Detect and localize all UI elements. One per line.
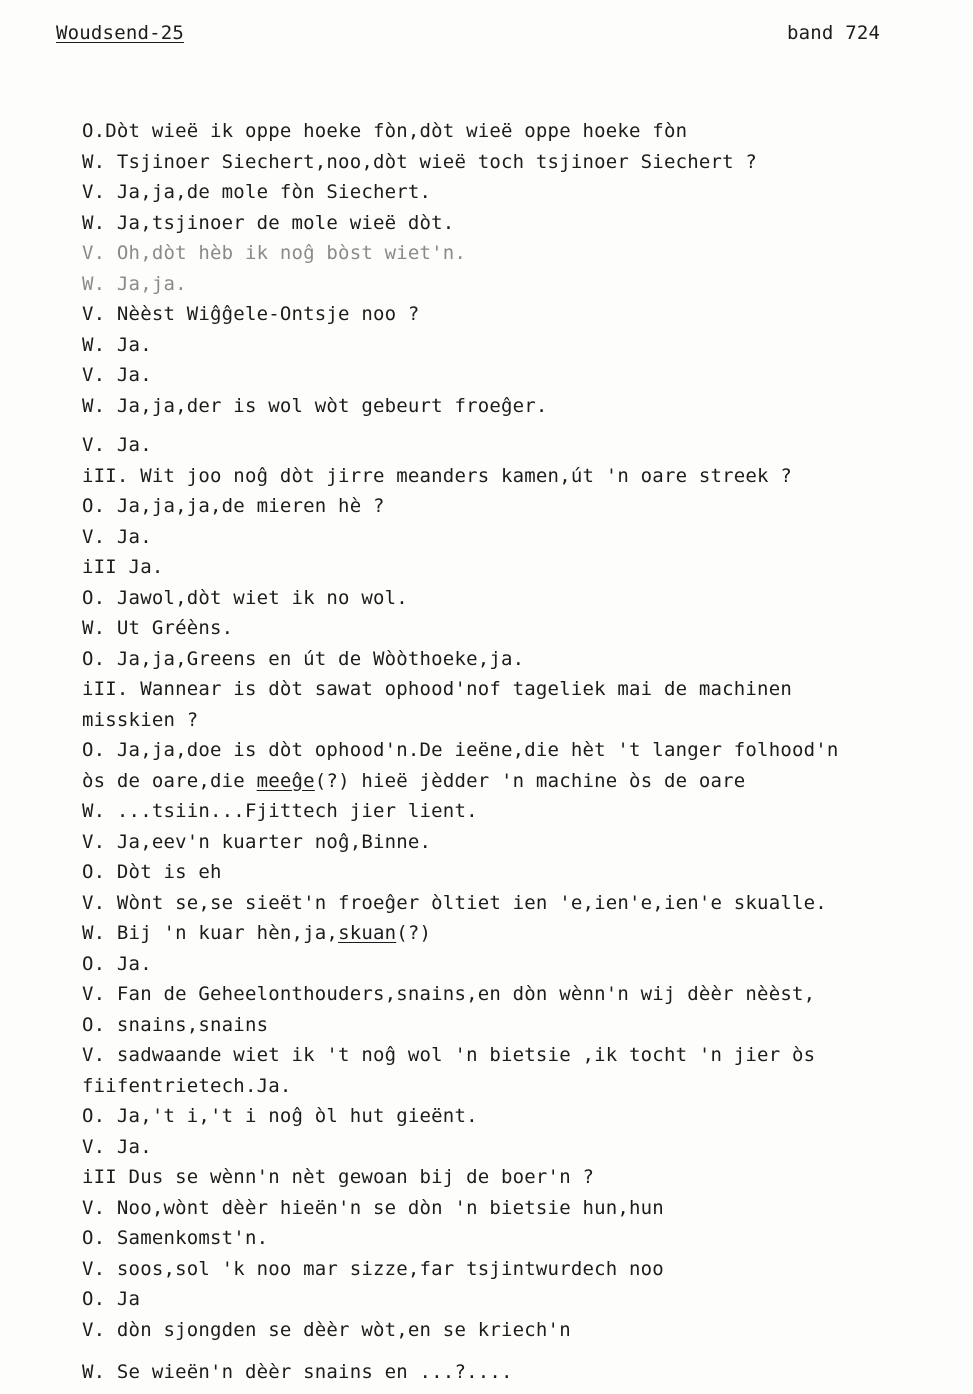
transcript-line: O. Ja,'t i,'t i noĝ òl hut gieënt. [82,1105,478,1127]
document-header-band: band 724 [787,22,881,44]
transcript-line [82,918,942,949]
transcript-line: W. Se wieën'n dèèr snains en ...?.... [82,1361,513,1383]
transcript-line: O.Dòt wieë ik oppe hoeke fòn,dòt wieë oppe hoeke fòn [82,120,688,142]
underlined-word: skuan [338,922,397,944]
transcript-line: iII Ja. [82,556,164,578]
transcript-line: V. Nèèst Wiĝĝele-Ontsje noo ? [82,303,420,325]
transcript-line: O. Ja,ja,Greens en út de Wòòthoeke,ja. [82,647,525,670]
transcript-line: W. Ut Gréèns. [82,617,234,639]
line-text: (?) [396,922,432,944]
transcript-line: V. soos,sol 'k noo mar sizze,far tsjintwurdech noo [82,1257,664,1280]
transcript-line: O. Ja,ja,doe is dòt ophood'n.De ieëne,die hèt 't langer folhood'n [82,739,839,761]
transcript-line: W. Ja,tsjinoer de mole wieë dòt. [82,211,455,234]
transcript-line: V. Oh,dòt hèb ik noĝ bòst wiet'n. [82,242,467,264]
transcript-line: misskien ? [82,708,199,731]
transcript-line: W. Ja,ja,der is wol wòt gebeurt froeĝer. [82,394,548,417]
line-text: òs de oare,die [82,769,257,792]
line-text: W. Bij 'n kuar hèn,ja, [82,922,339,944]
line-text: (?) hieë jèdder 'n machine òs de oare [314,769,746,792]
transcript-line: V. Ja,ja,de mole fòn Siechert. [82,181,432,203]
transcript-line: V. Ja. [82,364,152,386]
transcript-line: W. Ja,ja. [82,272,187,295]
transcript-line: iII. Wit joo noĝ dòt jirre meanders kamen,út 'n oare streek ? [82,464,792,487]
transcript-line: iII. Wannear is dòt sawat ophood'nof tageliek mai de machinen [82,678,792,700]
transcript-line: W. Tsjinoer Siechert,noo,dòt wieë toch tsjinoer Siechert ? [82,150,758,173]
underlined-word: meeĝe [256,769,315,792]
transcript-line: W. Ja. [82,333,152,356]
transcript-line: W. ...tsiin...Fjittech jier lient. [82,800,478,822]
transcript-line: V. Ja. [82,434,152,456]
transcript-line: O. Dòt is eh [82,861,222,883]
transcript-line: V. sadwaande wiet ik 't noĝ wol 'n bietsie ,ik tocht 'n jier òs [82,1044,816,1066]
transcript-line: V. Wònt se,se sieët'n froeĝer òltiet ien 'e,ien'e,ien'e skualle. [82,891,827,914]
transcript-line [82,766,942,797]
transcript-line: V. Fan de Geheelonthouders,snains,en dòn wènn'n wij dèèr nèèst, [82,983,816,1005]
transcript-line: O. Ja,ja,ja,de mieren hè ? [82,495,385,517]
transcript-line: O. Samenkomst'n. [82,1227,269,1249]
transcript-line: O. Jawol,dòt wiet ik no wol. [82,586,408,609]
transcript-line: fiifentrietech.Ja. [82,1074,292,1097]
transcript-line: V. Ja. [82,525,152,548]
transcript [82,116,942,1388]
transcript-line: V. Ja. [82,1135,152,1158]
transcript-line: O. Ja. [82,952,152,975]
transcript-line: O. Ja [82,1288,141,1310]
document-header-location: Woudsend-25 [56,22,185,44]
transcript-line: V. dòn sjongden se dèèr wòt,en se kriech'n [82,1318,571,1341]
transcript-line: V. Noo,wònt dèèr hieën'n se dòn 'n bietsie hun,hun [82,1196,664,1219]
transcript-line: V. Ja,eev'n kuarter noĝ,Binne. [82,830,432,853]
transcript-line: O. snains,snains [82,1013,269,1036]
transcript-line: iII Dus se wènn'n nèt gewoan bij de boer'n ? [82,1166,595,1188]
